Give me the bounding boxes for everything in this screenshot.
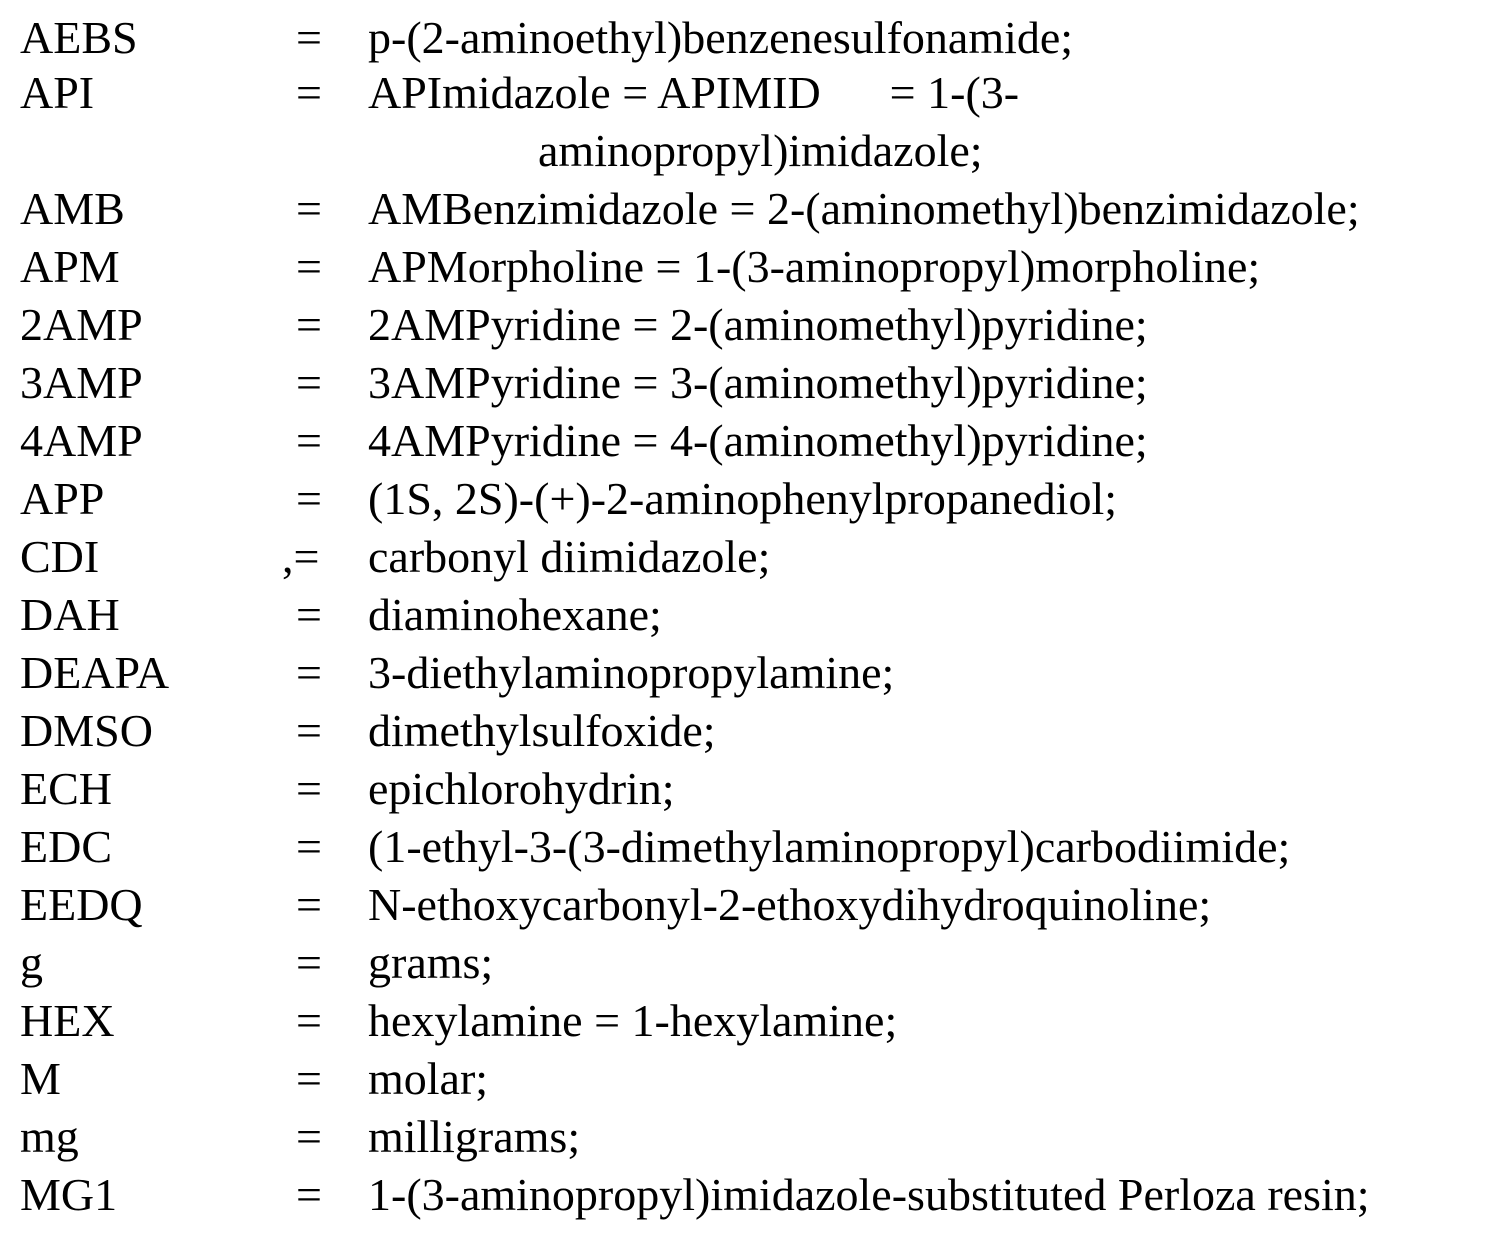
entry-abbreviation: APM: [20, 241, 120, 292]
entry-abbreviation: MG1: [20, 1169, 118, 1220]
entry-definition: APImidazole = APIMID = 1-(3-: [368, 67, 1020, 118]
entry-abbreviation: CDI: [20, 531, 100, 582]
equals-sign: =: [296, 821, 322, 872]
entry-abbreviation: 2AMP: [20, 299, 143, 350]
equals-sign: =: [296, 937, 322, 988]
entry-definition: 3AMPyridine = 3-(aminomethyl)pyridine;: [368, 357, 1148, 408]
entry-definition: diaminohexane;: [368, 589, 662, 640]
entry-definition: 2AMPyridine = 2-(aminomethyl)pyridine;: [368, 299, 1148, 350]
equals-sign: =: [296, 1053, 322, 1104]
entry-abbreviation: 3AMP: [20, 357, 143, 408]
equals-sign: =: [296, 879, 322, 930]
equals-sign: =: [296, 473, 322, 524]
entry-definition: carbonyl diimidazole;: [368, 531, 771, 582]
equals-sign: =: [296, 995, 322, 1046]
entry-abbreviation: mg: [20, 1111, 79, 1162]
entry-abbreviation: AEBS: [20, 12, 138, 63]
entry-abbreviation: APP: [20, 473, 105, 524]
entry-definition: milligrams;: [368, 1111, 581, 1162]
entry-abbreviation: DMSO: [20, 705, 153, 756]
entry-definition: (1-ethyl-3-(3-dimethylaminopropyl)carbodiimide;: [368, 821, 1291, 872]
entry-definition: 3-diethylaminopropylamine;: [368, 647, 895, 698]
entry-definition: APMorpholine = 1-(3-aminopropyl)morpholine;: [368, 241, 1261, 292]
entry-abbreviation: M: [20, 1053, 61, 1104]
equals-sign: =: [296, 183, 322, 234]
entry-definition: grams;: [368, 937, 494, 988]
equals-sign: =: [296, 241, 322, 292]
equals-sign: =: [296, 67, 322, 118]
entry-definition: epichlorohydrin;: [368, 763, 675, 814]
equals-sign: =: [296, 647, 322, 698]
entry-abbreviation: 4AMP: [20, 415, 143, 466]
entry-definition: p-(2-aminoethyl)benzenesulfonamide;: [368, 12, 1074, 63]
entry-abbreviation: HEX: [20, 995, 115, 1046]
entry-definition: (1S, 2S)-(+)-2-aminophenylpropanediol;: [368, 473, 1118, 524]
equals-sign: =: [296, 415, 322, 466]
equals-sign: =: [296, 1111, 322, 1162]
equals-sign: =: [296, 357, 322, 408]
entry-definition: hexylamine = 1-hexylamine;: [368, 995, 898, 1046]
equals-sign: =: [296, 763, 322, 814]
entry-abbreviation: g: [20, 937, 43, 988]
entry-definition: 4AMPyridine = 4-(aminomethyl)pyridine;: [368, 415, 1148, 466]
entry-abbreviation: EDC: [20, 821, 112, 872]
entry-definition: AMBenzimidazole = 2-(aminomethyl)benzimidazole;: [368, 183, 1360, 234]
entry-definition: molar;: [368, 1053, 489, 1104]
entry-abbreviation: AMB: [20, 183, 125, 234]
entry-abbreviation: DAH: [20, 589, 120, 640]
entry-definition: N-ethoxycarbonyl-2-ethoxydihydroquinoline;: [368, 879, 1212, 930]
entry-definition: dimethylsulfoxide;: [368, 705, 716, 756]
equals-sign: =: [296, 589, 322, 640]
equals-sign: =: [296, 705, 322, 756]
entry-definition: 1-(3-aminopropyl)imidazole-substituted Perloza resin;: [368, 1169, 1370, 1220]
entry-abbreviation: EEDQ: [20, 879, 143, 930]
entry-abbreviation: DEAPA: [20, 647, 170, 698]
entry-abbreviation: API: [20, 67, 95, 118]
equals-sign: ,=: [282, 531, 320, 582]
entry-definition-continuation: aminopropyl)imidazole;: [538, 125, 983, 176]
equals-sign: =: [296, 299, 322, 350]
entry-abbreviation: ECH: [20, 763, 112, 814]
equals-sign: =: [296, 1169, 322, 1220]
equals-sign: =: [296, 12, 322, 63]
